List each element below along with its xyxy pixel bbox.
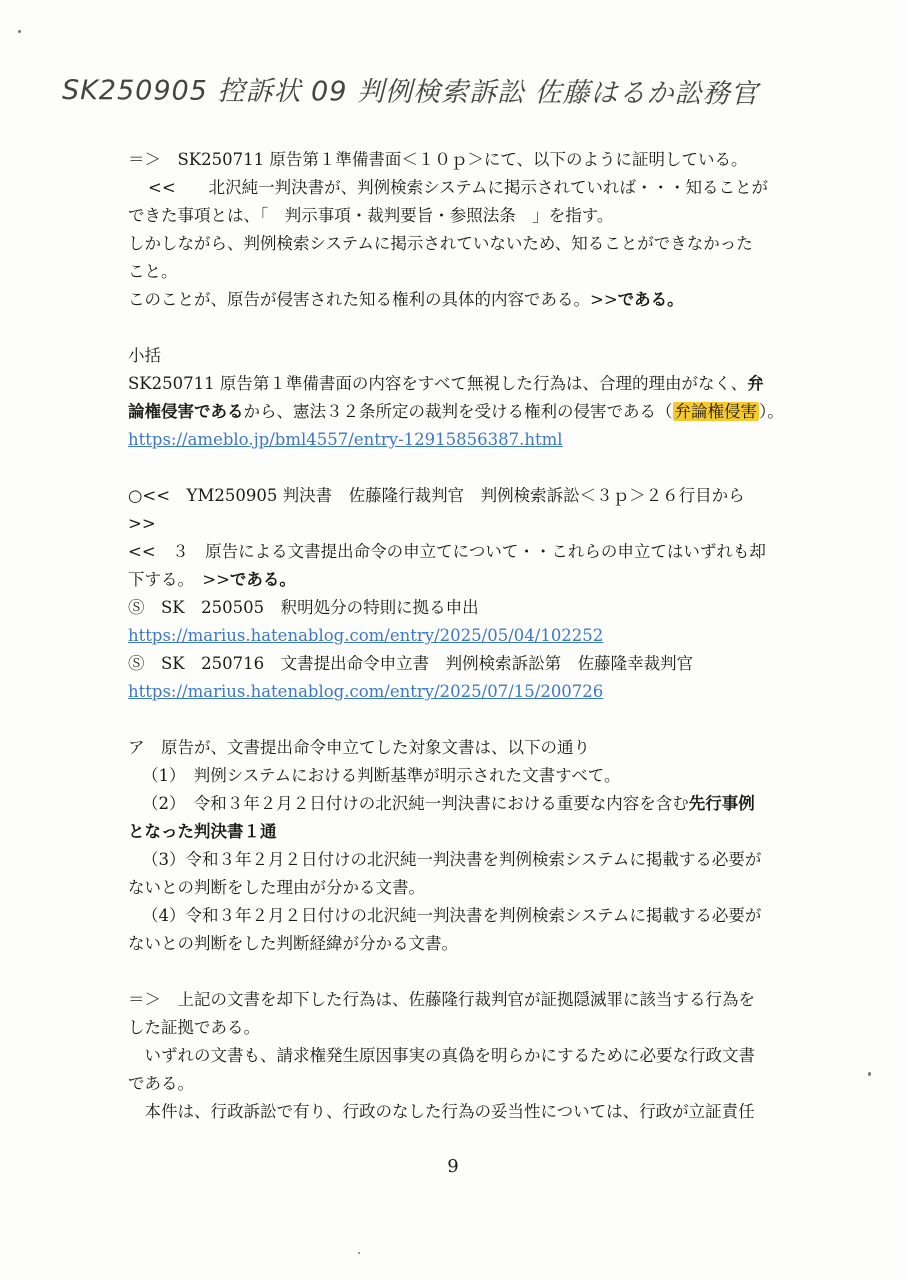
text-line: << ３ 原告による文書提出命令の申立てについて・・これらの申立てはいずれも却: [128, 542, 766, 561]
hatenablog-link-2[interactable]: https://marius.hatenablog.com/entry/2025/07/15/200726: [128, 682, 604, 701]
hatenablog-link-1[interactable]: https://marius.hatenablog.com/entry/2025/05/04/102252: [128, 626, 604, 645]
text-line: ＝＞ 上記の文書を却下した行為は、佐藤隆行裁判官が証拠隠滅罪に該当する行為を: [128, 990, 755, 1009]
text-segment: （2） 令和３年２月２日付けの北沢純一判決書における重要な内容を含む: [142, 794, 689, 813]
page-number: 9: [447, 1156, 459, 1177]
emphasis-line: となった判決書１通: [128, 822, 277, 841]
text-line: ア 原告が、文書提出命令申立てした対象文書は、以下の通り: [128, 738, 590, 757]
list-item: （1） 判例システムにおける判断基準が明示された文書すべて。: [142, 766, 621, 785]
text-line: [128, 370, 840, 398]
list-item: （4）令和３年２月２日付けの北沢純一判決書を判例検索システムに掲載する必要が: [142, 906, 762, 925]
text-line: いずれの文書も、請求権発生原因事実の真偽を明らかにするために必要な行政文書: [128, 1046, 755, 1065]
emphasis-text: 弁: [747, 374, 764, 393]
text-segment: 下する。 >>: [128, 570, 230, 589]
text-line: Ⓢ SK 250716 文書提出命令申立書 判例検索訴訟第 佐藤隆幸裁判官: [128, 654, 694, 673]
text-line: Ⓢ SK 250505 釈明処分の特則に拠る申出: [128, 598, 479, 617]
text-segment: このことが、原告が侵害された知る権利の具体的内容である。>>: [128, 290, 618, 309]
emphasis-text: 論権侵害である: [128, 402, 244, 421]
text-line: こと。: [128, 262, 178, 281]
text-line: ないとの判断をした判断経緯が分かる文書。: [128, 934, 458, 953]
emphasis-text: である。: [617, 290, 684, 309]
text-line: >>: [128, 514, 156, 533]
emphasis-text: である。: [229, 570, 296, 589]
text-line: [128, 286, 840, 314]
text-line: ないとの判断をした理由が分かる文書。: [128, 878, 425, 897]
text-segment: SK250711 原告第１準備書面の内容をすべて無視した行為は、合理的理由がなく、: [128, 374, 748, 393]
text-segment: から、憲法３２条所定の裁判を受ける権利の侵害である（: [243, 402, 673, 421]
section-heading: 小括: [128, 346, 161, 365]
scan-speck: [868, 1072, 871, 1076]
list-item: [128, 790, 840, 818]
text-line: しかしながら、判例検索システムに掲示されていないため、知ることができなかった: [128, 234, 753, 253]
scan-speck: [18, 30, 21, 33]
emphasis-text: 先行事例: [688, 794, 755, 813]
document-body: [128, 146, 840, 1126]
highlighted-text: 弁論権侵害: [674, 402, 757, 421]
text-line: した証拠である。: [128, 1018, 260, 1037]
text-line: である。: [128, 1074, 194, 1093]
text-line: << 北沢純一判決書が、判例検索システムに掲示されていれば・・・知ることが: [148, 178, 769, 197]
text-line: ＝＞ SK250711 原告第１準備書面＜１０ｐ＞にて、以下のように証明している。: [128, 150, 748, 169]
text-line: ○<< YM250905 判決書 佐藤隆行裁判官 判例検索訴訟＜３ｐ＞２６行目から: [128, 486, 745, 505]
text-line: 本件は、行政訴訟で有り、行政のなした行為の妥当性については、行政が立証責任: [128, 1102, 755, 1121]
ameblo-link[interactable]: https://ameblo.jp/bml4557/entry-12915856387.html: [128, 430, 563, 449]
text-line: [128, 398, 840, 426]
scan-speck: [358, 1252, 360, 1254]
handwritten-title: SK250905 控訴状 09 判例検索訴訟 佐藤はるか訟務官: [61, 75, 759, 110]
text-line: できた事項とは、「 判示事項・裁判要旨・参照法条 」を指す。: [128, 206, 614, 225]
text-segment: ）。: [759, 402, 784, 421]
text-line: [128, 566, 840, 594]
list-item: （3）令和３年２月２日付けの北沢純一判決書を判例検索システムに掲載する必要が: [142, 850, 762, 869]
